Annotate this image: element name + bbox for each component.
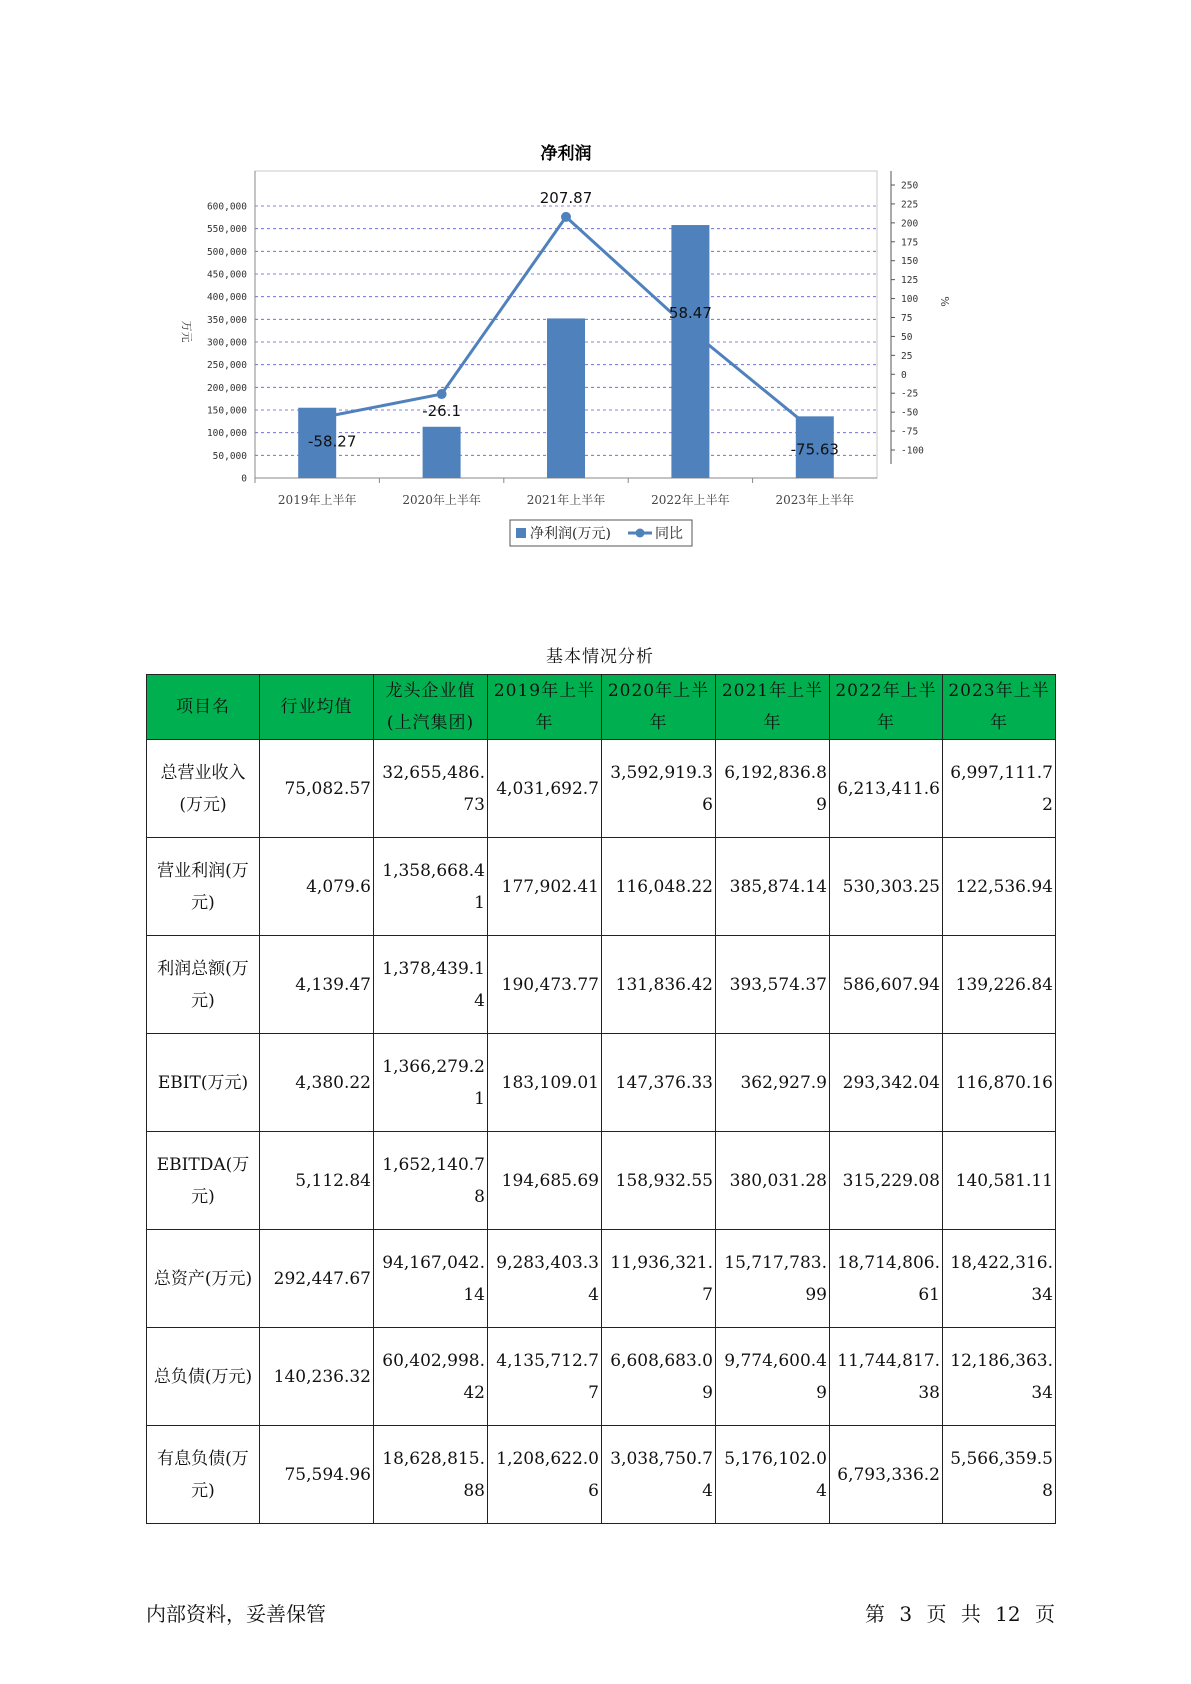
- table-header-cell: 2022年上半年: [830, 675, 943, 740]
- y2-tick-label: -75: [901, 426, 919, 438]
- table-cell: 9,283,403.34: [488, 1230, 602, 1328]
- table-cell: 131,836.42: [602, 936, 716, 1034]
- yoy-data-label: -58.27: [308, 432, 357, 451]
- row-label-cell: 总资产(万元): [147, 1230, 260, 1328]
- table-cell: 183,109.01: [488, 1034, 602, 1132]
- legend-label: 净利润(万元): [530, 526, 611, 542]
- table-cell: 380,031.28: [716, 1132, 830, 1230]
- table-cell: 4,380.22: [260, 1034, 374, 1132]
- table-cell: 586,607.94: [830, 936, 943, 1034]
- footer-page-number: 第 3 页 共 12 页: [865, 1602, 1055, 1626]
- table-row: [147, 1034, 1056, 1132]
- table-cell: 158,932.55: [602, 1132, 716, 1230]
- table-row: [147, 1328, 1056, 1426]
- x-tick-label: 2022年上半年: [651, 493, 730, 507]
- y2-tick-label: 75: [901, 313, 913, 324]
- yoy-data-label: 58.47: [668, 304, 712, 323]
- table-cell: 147,376.33: [602, 1034, 716, 1132]
- table-row: [147, 1426, 1056, 1524]
- table-header-row: [147, 675, 1056, 740]
- table-header-cell: 项目名: [147, 675, 260, 740]
- table-cell: 5,176,102.04: [716, 1426, 830, 1524]
- table-cell: 194,685.69: [488, 1132, 602, 1230]
- table-cell: 4,139.47: [260, 936, 374, 1034]
- table-cell: 15,717,783.99: [716, 1230, 830, 1328]
- table-cell: 1,652,140.78: [374, 1132, 488, 1230]
- table-cell: 6,192,836.89: [716, 740, 830, 838]
- bar: [547, 318, 585, 478]
- table-cell: 12,186,363.34: [943, 1328, 1056, 1426]
- row-label-cell: EBIT(万元): [147, 1034, 260, 1132]
- y2-tick-label: 100: [901, 294, 919, 306]
- table-cell: 60,402,998.42: [374, 1328, 488, 1426]
- table-cell: 18,422,316.34: [943, 1230, 1056, 1328]
- row-label-cell: 有息负债(万元): [147, 1426, 260, 1524]
- y2-tick-label: 150: [901, 256, 919, 268]
- y-tick-label: 50,000: [212, 450, 247, 462]
- bar: [423, 427, 461, 478]
- yoy-point: [561, 212, 571, 222]
- y2-tick-label: 50: [901, 331, 913, 343]
- legend-label: 同比: [655, 526, 683, 542]
- table-cell: 1,358,668.41: [374, 838, 488, 936]
- table-cell: 11,744,817.38: [830, 1328, 943, 1426]
- yoy-data-label: -75.63: [790, 440, 839, 459]
- table-cell: 385,874.14: [716, 838, 830, 936]
- table-cell: 75,082.57: [260, 740, 374, 838]
- row-label-cell: 总营业收入(万元): [147, 740, 260, 838]
- table-row: [147, 1132, 1056, 1230]
- table-cell: 190,473.77: [488, 936, 602, 1034]
- table-cell: 9,774,600.49: [716, 1328, 830, 1426]
- x-tick-label: 2023年上半年: [775, 493, 855, 507]
- y2-tick-label: 250: [901, 180, 919, 192]
- table-cell: 292,447.67: [260, 1230, 374, 1328]
- table-cell: 1,208,622.06: [488, 1426, 602, 1524]
- y2-tick-label: 200: [901, 218, 919, 230]
- table-row: [147, 1230, 1056, 1328]
- net-profit-chart: [165, 135, 1065, 595]
- row-label-cell: 营业利润(万元): [147, 838, 260, 936]
- table-cell: 4,079.6: [260, 838, 374, 936]
- row-label-cell: 总负债(万元): [147, 1328, 260, 1426]
- y2-tick-label: 225: [901, 199, 919, 211]
- x-tick-label: 2021年上半年: [526, 493, 606, 507]
- table-cell: 315,229.08: [830, 1132, 943, 1230]
- table-row: [147, 936, 1056, 1034]
- basic-analysis-table: [146, 674, 1056, 1524]
- y2-tick-label: 125: [901, 275, 919, 287]
- y2-tick-label: 175: [901, 237, 919, 249]
- y-tick-label: 450,000: [206, 269, 247, 281]
- x-tick-label: 2020年上半年: [402, 493, 481, 507]
- x-tick-label: 2019年上半年: [277, 493, 357, 507]
- table-cell: 18,628,815.88: [374, 1426, 488, 1524]
- yoy-point: [312, 413, 322, 423]
- chart-title: 净利润: [540, 144, 592, 164]
- yoy-point: [437, 389, 447, 399]
- table-cell: 1,366,279.21: [374, 1034, 488, 1132]
- y2-tick-label: -100: [901, 445, 924, 457]
- row-label-cell: EBITDA(万元): [147, 1132, 260, 1230]
- legend-bar-swatch: [516, 528, 526, 538]
- table-header-cell: 龙头企业值(上汽集团): [374, 675, 488, 740]
- yoy-data-label: 207.87: [539, 188, 593, 207]
- table-cell: 6,793,336.2: [830, 1426, 943, 1524]
- y2-tick-label: -25: [901, 388, 919, 400]
- table-cell: 11,936,321.7: [602, 1230, 716, 1328]
- y-tick-label: 100,000: [206, 428, 247, 440]
- y2-axis-label: %: [938, 296, 951, 307]
- table-cell: 6,213,411.6: [830, 740, 943, 838]
- table-cell: 3,592,919.36: [602, 740, 716, 838]
- table-row: [147, 838, 1056, 936]
- y-tick-label: 550,000: [206, 224, 247, 236]
- table-cell: 122,536.94: [943, 838, 1056, 936]
- table-cell: 530,303.25: [830, 838, 943, 936]
- table-body: [147, 740, 1056, 1524]
- table-header-cell: 2019年上半年: [488, 675, 602, 740]
- chart-canvas: [165, 135, 1065, 595]
- table-header-cell: 行业均值: [260, 675, 374, 740]
- y-tick-label: 600,000: [206, 201, 247, 213]
- y2-tick-label: 25: [901, 350, 913, 362]
- y-tick-label: 250,000: [206, 360, 247, 372]
- y2-tick-label: 0: [901, 369, 907, 381]
- yoy-point: [685, 325, 695, 335]
- table-cell: 94,167,042.14: [374, 1230, 488, 1328]
- yoy-point: [810, 427, 820, 437]
- table-cell: 4,031,692.7: [488, 740, 602, 838]
- table-cell: 139,226.84: [943, 936, 1056, 1034]
- table-cell: 116,048.22: [602, 838, 716, 936]
- table-cell: 3,038,750.74: [602, 1426, 716, 1524]
- yoy-data-label: -26.1: [422, 402, 462, 421]
- table-cell: 18,714,806.61: [830, 1230, 943, 1328]
- table-header-cell: 2020年上半年: [602, 675, 716, 740]
- bar: [671, 225, 709, 478]
- table-cell: 4,135,712.77: [488, 1328, 602, 1426]
- table-cell: 1,378,439.14: [374, 936, 488, 1034]
- table-cell: 393,574.37: [716, 936, 830, 1034]
- table-row: [147, 740, 1056, 838]
- y-axis-label: 万元: [180, 320, 193, 343]
- table-cell: 362,927.9: [716, 1034, 830, 1132]
- y-tick-label: 400,000: [206, 292, 247, 304]
- footer-confidential-note: 内部资料，妥善保管: [146, 1602, 326, 1626]
- y-tick-label: 300,000: [206, 337, 247, 349]
- table-cell: 5,566,359.58: [943, 1426, 1056, 1524]
- table-cell: 32,655,486.73: [374, 740, 488, 838]
- y-tick-label: 350,000: [206, 314, 247, 326]
- y-tick-label: 0: [241, 473, 247, 485]
- y-tick-label: 500,000: [206, 246, 247, 258]
- table-caption: 基本情况分析: [546, 647, 654, 667]
- y-tick-label: 200,000: [206, 382, 247, 394]
- table-cell: 293,342.04: [830, 1034, 943, 1132]
- table-cell: 116,870.16: [943, 1034, 1056, 1132]
- legend-line-marker: [636, 529, 645, 538]
- table-cell: 140,581.11: [943, 1132, 1056, 1230]
- row-label-cell: 利润总额(万元): [147, 936, 260, 1034]
- y-tick-label: 150,000: [206, 405, 247, 417]
- table-cell: 177,902.41: [488, 838, 602, 936]
- table-cell: 75,594.96: [260, 1426, 374, 1524]
- table-cell: 6,608,683.09: [602, 1328, 716, 1426]
- table-cell: 5,112.84: [260, 1132, 374, 1230]
- table-cell: 140,236.32: [260, 1328, 374, 1426]
- table-header-cell: 2023年上半年: [943, 675, 1056, 740]
- table-cell: 6,997,111.72: [943, 740, 1056, 838]
- table-header-cell: 2021年上半年: [716, 675, 830, 740]
- y2-tick-label: -50: [901, 407, 919, 419]
